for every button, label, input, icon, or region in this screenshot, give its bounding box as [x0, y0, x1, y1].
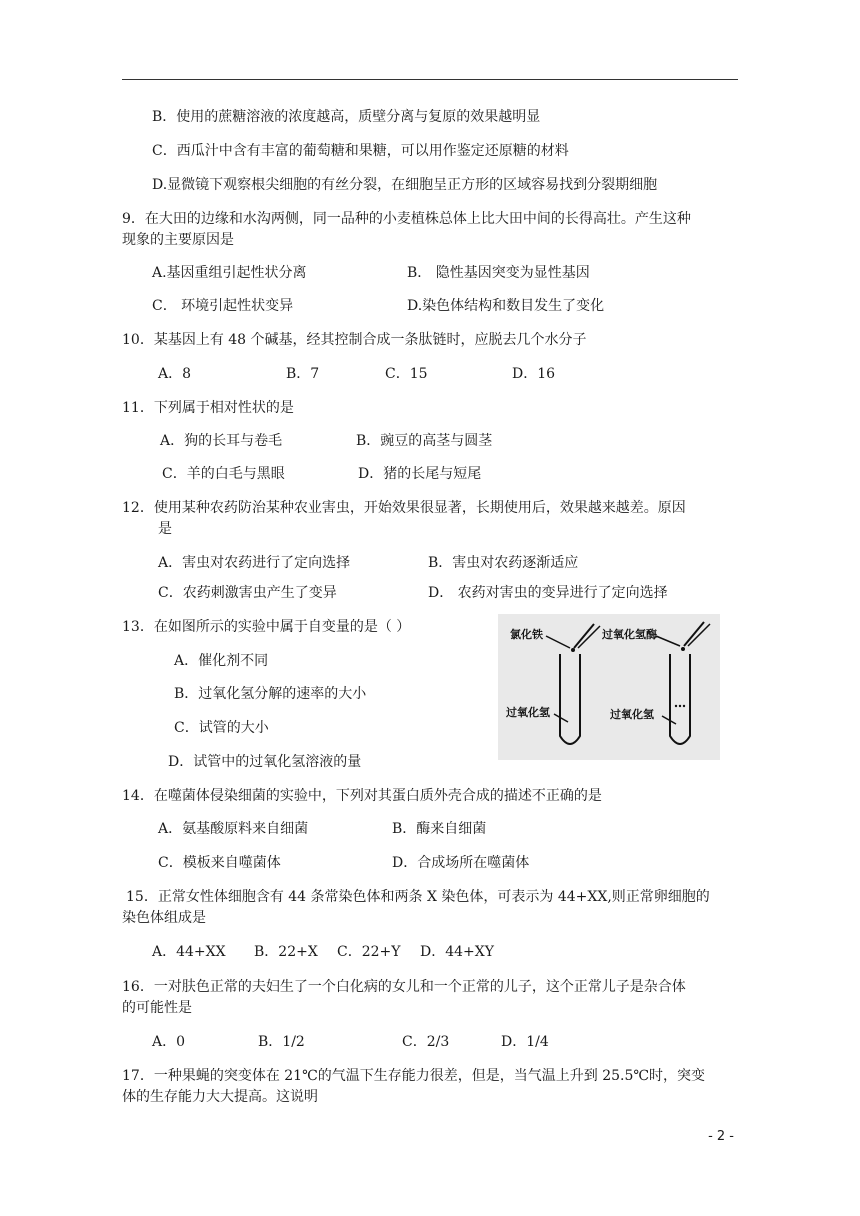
label-ferric-chloride: 氯化铁 — [510, 628, 543, 641]
q13-option-a: A．催化剂不同 — [174, 653, 269, 669]
q10-stem: 10．某基因上有 48 个碱基，经其控制合成一条肽链时，应脱去几个水分子 — [122, 332, 587, 348]
q16-stem-line2: 的可能性是 — [122, 1000, 192, 1016]
q14-option-a: A．氨基酸原料来自细菌 — [158, 821, 309, 837]
q16-option-d: D．1/4 — [501, 1034, 549, 1050]
q17-stem-line2: 体的生存能力大大提高。这说明 — [122, 1089, 318, 1105]
q17-stem-line1: 17．一种果蝇的突变体在 21℃的气温下生存能力很差，但是，当气温上升到 25.5℃时，突变 — [122, 1068, 706, 1084]
q16-option-c: C．2/3 — [402, 1034, 450, 1050]
q11-stem: 11．下列属于相对性状的是 — [122, 400, 294, 416]
page-number: - 2 - — [708, 1129, 734, 1144]
q12-option-b: B．害虫对农药逐渐适应 — [428, 555, 579, 571]
label-h2o2-right: 过氧化氢 — [610, 708, 654, 721]
q9-option-d: D.染色体结构和数目发生了变化 — [407, 298, 605, 314]
q12-option-a: A．害虫对农药进行了定向选择 — [158, 555, 351, 571]
left-drop-icon — [571, 648, 575, 652]
q9-stem-line1: 9．在大田的边缘和水沟两侧，同一品种的小麦植株总体上比大田中间的长得高壮。产生这种 — [122, 211, 691, 227]
q15-stem-line1: 15．正常女性体细胞含有 44 条常染色体和两条 X 染色体，可表示为 44+XX,则正常卵细胞的 — [126, 889, 710, 905]
q8-option-b: B．使用的蔗糖溶液的浓度越高，质壁分离与复原的效果越明显 — [152, 109, 541, 125]
q14-option-c: C．模板来自噬菌体 — [158, 855, 281, 871]
q13-option-d: D．试管中的过氧化氢溶液的量 — [168, 754, 362, 770]
q9-option-a: A.基因重组引起性状分离 — [152, 265, 307, 281]
header-rule — [122, 79, 738, 80]
q15-option-d: D．44+XY — [420, 944, 494, 960]
q12-option-c: C．农药刺激害虫产生了变异 — [158, 585, 337, 601]
q16-stem-line1: 16．一对肤色正常的夫妇生了一个白化病的女儿和一个正常的儿子，这个正常儿子是杂合体 — [122, 979, 686, 995]
experiment-figure — [498, 614, 720, 760]
q10-option-d: D．16 — [512, 366, 556, 382]
q12-stem-line2: 是 — [158, 521, 172, 537]
left-test-tube — [560, 654, 580, 744]
q11-option-c: C．羊的白毛与黑眼 — [162, 466, 285, 482]
q13-stem: 13．在如图所示的实验中属于自变量的是（ ） — [122, 619, 411, 635]
q13-option-c: C．试管的大小 — [174, 720, 269, 736]
q10-option-b: B．7 — [286, 366, 320, 382]
q15-option-a: A．44+XX — [152, 944, 226, 960]
q8-option-c: C．西瓜汁中含有丰富的葡萄糖和果糖，可以用作鉴定还原糖的材料 — [152, 143, 569, 159]
q14-option-b: B．酶来自细菌 — [392, 821, 487, 837]
q11-option-a: A．狗的长耳与卷毛 — [160, 433, 283, 449]
q12-stem-line1: 12．使用某种农药防治某种农业害虫，开始效果很显著，长期使用后，效果越来越差。原因 — [122, 500, 686, 516]
q10-option-a: A．8 — [158, 366, 192, 382]
q14-option-d: D．合成场所在噬菌体 — [392, 855, 530, 871]
q13-option-b: B．过氧化氢分解的速率的大小 — [174, 686, 367, 702]
q15-option-b: B．22+X — [254, 944, 318, 960]
test-tube-diagram — [498, 614, 720, 760]
q9-stem-line2: 现象的主要原因是 — [122, 232, 234, 248]
q12-option-d: D． 农药对害虫的变异进行了定向选择 — [428, 585, 668, 601]
q15-stem-line2: 染色体组成是 — [122, 910, 206, 926]
q15-option-c: C．22+Y — [337, 944, 401, 960]
q16-option-a: A．0 — [152, 1034, 186, 1050]
q11-option-d: D．猪的长尾与短尾 — [358, 466, 482, 482]
q14-stem: 14．在噬菌体侵染细菌的实验中，下列对其蛋白质外壳合成的描述不正确的是 — [122, 788, 602, 804]
q10-option-c: C．15 — [385, 366, 428, 382]
q9-option-b: B． 隐性基因突变为显性基因 — [407, 265, 590, 281]
right-test-tube — [670, 654, 690, 744]
q8-option-d: D.显微镜下观察根尖细胞的有丝分裂，在细胞呈正方形的区域容易找到分裂期细胞 — [152, 177, 658, 193]
q9-option-c: C． 环境引起性状变异 — [152, 298, 294, 314]
right-drop-icon — [681, 647, 685, 651]
label-catalase: 过氧化氢酶 — [602, 628, 657, 641]
q16-option-b: B．1/2 — [258, 1034, 305, 1050]
label-h2o2-left: 过氧化氢 — [506, 706, 550, 719]
q11-option-b: B．豌豆的高茎与圆茎 — [356, 433, 493, 449]
